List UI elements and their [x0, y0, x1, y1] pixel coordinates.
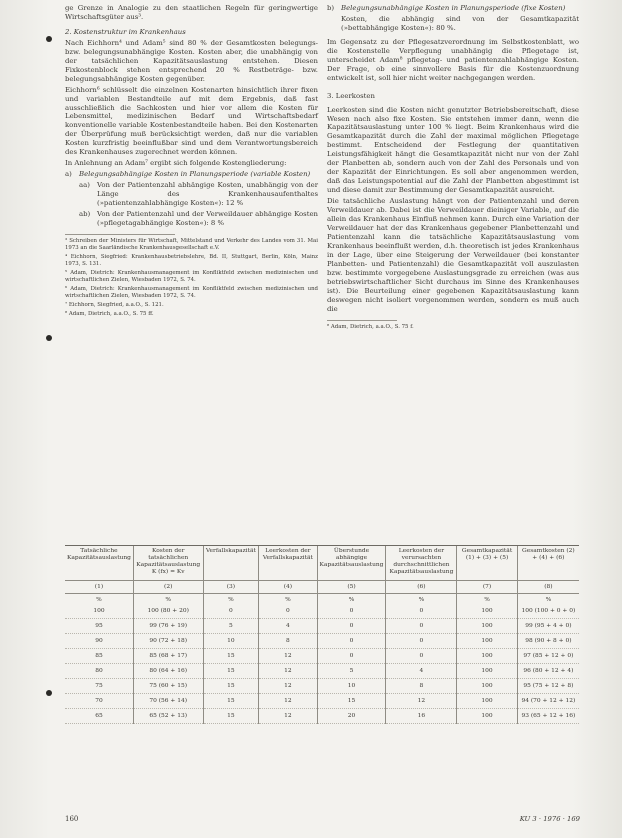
column-number: (8) [517, 581, 579, 594]
list-label: a) [65, 170, 72, 179]
column-number: (1) [65, 581, 133, 594]
paragraph: Leerkosten sind die Kosten nicht genutzter Betriebsbereitschaft, diese Wesen nach also fixe Kosten. Sie entstehen immer dann, wenn die Kapazitätsauslastung unter 100 % liegt. Beim Krankenhaus wird die Gesamtkapazität durch die Zahl der maximal möglichen Pflegetage bestimmt. Entscheidend der Festlegung der quantitativen Leistungsfähigkeit hängt die Gesamtkapazität nicht nur von der Zahl der Planbetten ab, sondern auch von der Zahl des Personals und von der Kapazität der Einrichtungen. Es soll aber angenommen werden, daß das Leistungspotential auf die Zahl der Planbetten abgestimmt ist und diese damit zur Bestimmung der Gesamtkapazität ausreicht. [327, 105, 579, 195]
list-item-b [327, 4, 579, 13]
unit-cell: % [203, 594, 259, 605]
table-cell: 100 (80 + 20) [133, 604, 203, 619]
table-cell: 95 [65, 619, 133, 634]
table-header-cell: Gesamtkosten (2) + (4) + (6) [517, 546, 579, 581]
table-cell: 20 [317, 709, 386, 724]
footnote: ⁸ Adam, Dietrich, a.a.O., S. 75 ff. [65, 310, 154, 317]
table-cell: 100 [457, 709, 517, 724]
table-row [65, 649, 579, 664]
section-heading: 3. Leerkosten [327, 91, 375, 100]
column-number: (2) [133, 581, 203, 594]
table-cell: 98 (90 + 8 + 0) [517, 634, 579, 649]
table-cell: 16 [386, 709, 457, 724]
footnote: ⁷ Eichhorn, Siegfried, a.a.O., S. 121. [65, 301, 164, 308]
list-text: Von der Patientenzahl und der Verweildauer abhängige Kosten (»pflegetagabhängige Kosten«): 8 % [97, 210, 318, 227]
table-cell: 12 [259, 649, 317, 664]
table-cell: 12 [259, 679, 317, 694]
table-cell: 100 [457, 679, 517, 694]
footnote: ³ Schreiben der Ministers für Wirtschaft, Mittelstand und Verkehr des Landes vom 31. Mai 1973 an die Saarländische Krankenhausgesellschaft e.V. [65, 237, 318, 251]
table-cell: 65 (52 + 13) [133, 709, 203, 724]
unit-cell: % [386, 594, 457, 605]
table-cell: 100 [457, 604, 517, 619]
table-cell: 99 (76 + 19) [133, 619, 203, 634]
table-cell: 96 (80 + 12 + 4) [517, 664, 579, 679]
table-cell: 85 (68 + 17) [133, 649, 203, 664]
table-cell: 80 (64 + 16) [133, 664, 203, 679]
table-cell: 8 [259, 634, 317, 649]
table-cell: 15 [203, 694, 259, 709]
table-cell: 94 (70 + 12 + 12) [517, 694, 579, 709]
list-text: Belegungsabhängige Kosten in Planungsperiode (variable Kosten) [79, 170, 311, 179]
table-cell: 100 (100 + 0 + 0) [517, 604, 579, 619]
table-cell: 8 [386, 679, 457, 694]
column-number: (6) [386, 581, 457, 594]
column-number: (3) [203, 581, 259, 594]
list-text: Von der Patientenzahl abhängige Kosten, unabhängig von der Länge des Krankenhausaufenthaltes (»patientenzahlabhängige Kosten«): 12 % [97, 181, 318, 208]
table-cell: 80 [65, 664, 133, 679]
table-cell: 5 [203, 619, 259, 634]
table-cell: 15 [203, 649, 259, 664]
table-unit-row [65, 594, 579, 605]
unit-cell: % [96, 596, 102, 603]
footnotes [65, 238, 318, 318]
column-number: (4) [259, 581, 317, 594]
unit-cell: % [517, 594, 579, 605]
table-cell: 12 [386, 694, 457, 709]
table-header-cell: Gesamtkapazität (1) + (3) + (5) [457, 546, 517, 581]
table-cell: 0 [386, 634, 457, 649]
table-column-number-row [65, 581, 579, 594]
table-cell: 15 [203, 664, 259, 679]
table-cell: 95 (75 + 12 + 8) [517, 679, 579, 694]
table-cell: 97 (85 + 12 + 0) [517, 649, 579, 664]
punch-hole [46, 690, 52, 696]
data-table [65, 545, 579, 724]
section-heading: 2. Kostenstruktur im Krankenhaus [65, 27, 186, 36]
table-cell: 100 [65, 604, 133, 619]
table-header-cell: Leerkosten der Verfallskapazität [259, 546, 317, 581]
table-cell: 0 [317, 649, 386, 664]
table-cell: 100 [457, 649, 517, 664]
table-cell: 5 [317, 664, 386, 679]
table-cell: 65 [65, 709, 133, 724]
table-cell: 0 [203, 604, 259, 619]
table-row [65, 664, 579, 679]
table-header-cell: Kosten der tatsächlichen Kapazitätsauslastung K (fx) = Kv [133, 546, 203, 581]
table-cell: 70 (56 + 14) [133, 694, 203, 709]
paragraph: Im Gegensatz zu der Pflegesatzverordnung im Selbstkostenblatt, wo die Kostenstelle Verpflegung unabhängig die Pflegetage ist, unterscheidet Adam⁸ pflegetag- und patientenzahlabhängige Kosten. Der Frage, ob eine sinnvollere Basis für die Kostenzuordnung entwickelt ist, soll hier nicht weiter nachgegangen werden. [327, 37, 579, 82]
table-row [65, 619, 579, 634]
table-header-cell: Tatsächliche Kapazitätsauslastung [65, 546, 133, 581]
footnote: ⁴ Eichhorn, Siegfried: Krankenhausbetriebslehre, Bd. II, Stuttgart, Berlin, Köln, Mainz 1973, S. 131. [65, 253, 318, 267]
column-number: (5) [317, 581, 386, 594]
table-cell: 0 [317, 619, 386, 634]
table-cell: 0 [386, 604, 457, 619]
paragraph: Die tatsächliche Auslastung hängt von der Patientenzahl und deren Verweildauer ab. Dabei ist die Verweildauer dieiniger Variable, auf die allein das Krankenhaus Einfluß nehmen kann. Durch eine Variation der Verweildauer hat der das Krankenhaus gegebener Planbettenzahl und Patientenzahl kann die tatsächliche Kapazitätsauslastung vom Krankenhaus beeinflußt werden, d.h. theoretisch ist jedes Krankenhaus in der Lage, über eine Steigerung der Verweildauer (bei konstanter Planbetten- und Patientenzahl) die Gesamtkapazität voll auszulasten bzw. bestimmte vorgegebene Auslastungsgrade zu erreichen (was aus betriebswirtschaftlicher Sicht durchaus im Sinne des Krankenhauses ist). Die Beurteilung einer gegebenen Kapazitätsauslastung kann deswegen nicht isoliert vorgenommen werden, sondern es muß auch die [327, 197, 579, 313]
table-cell: 0 [317, 634, 386, 649]
table-row [65, 604, 579, 619]
intro-paragraph: ge Grenze in Analogie zu den staatlichen Regeln für geringwertige Wirtschaftsgüter aus³. [65, 4, 318, 21]
table-row [65, 709, 579, 724]
table-cell: 12 [259, 694, 317, 709]
paragraph: Eichhorn⁶ schlüsselt die einzelnen Kostenarten hinsichtlich ihrer fixen und variablen Bestandteile auf mit dem Ergebnis, daß fast ausschließlich die Sachkosten und hier vor allem die Kosten für Lebensmittel, medizinischen Bedarf und Wirtschaftsbedarf konventionelle variable Kostenbestandteile haben. Bei den Kostenarten der Überprüfung muß berücksichtigt werden, daß nur die variablen Kosten kurzfristig beeinflußbar sind und dem Verantwortungsbereich des Krankenhauses zugerechnet werden können. [65, 85, 318, 157]
table-cell: 12 [259, 664, 317, 679]
footnote: ⁵ Adam, Dietrich: Krankenhausmanagement im Konfliktfeld zwischen medizinischen und wirtschaftlichen Zielen, Wiesbaden 1972, S. 74. [65, 269, 318, 283]
list-label: ab) [79, 210, 91, 219]
table-cell: 100 [457, 619, 517, 634]
table-header-cell: Verfallskapazität [203, 546, 259, 581]
table-cell: 0 [259, 604, 317, 619]
table-cell: 90 (72 + 18) [133, 634, 203, 649]
table-cell: 0 [386, 619, 457, 634]
footnote: ⁶ Adam, Dietrich: Krankenhausmanagement im Konfliktfeld zwischen medizinischen und wirtschaftlichen Zielen, Wiesbaden 1972, S. 74. [65, 285, 318, 299]
table-row [65, 694, 579, 709]
left-column [65, 4, 318, 320]
table-cell: 15 [203, 679, 259, 694]
list-item-aa [79, 181, 318, 208]
punch-hole [46, 335, 52, 341]
footnote-rule [327, 320, 397, 321]
unit-cell: % [259, 594, 317, 605]
footnote: ⁸ Adam, Dietrich, a.a.O., S. 75 f. [327, 323, 414, 330]
table-body [65, 604, 579, 724]
column-number: (7) [457, 581, 517, 594]
table-cell: 10 [317, 679, 386, 694]
table-header-row [65, 546, 579, 581]
table-cell: 70 [65, 694, 133, 709]
unit-cell: % [457, 594, 517, 605]
list-label: b) [327, 4, 335, 12]
table-cell: 100 [457, 634, 517, 649]
table-cell: 85 [65, 649, 133, 664]
table-cell: 0 [386, 649, 457, 664]
table-cell: 10 [203, 634, 259, 649]
table-cell: 4 [259, 619, 317, 634]
page-number: 160 [65, 815, 79, 823]
unit-cell: % [133, 594, 203, 605]
table-row [65, 679, 579, 694]
table-cell: 75 (60 + 15) [133, 679, 203, 694]
paragraph: Nach Eichhorn⁴ und Adam⁵ sind 80 % der Gesamtkosten belegungs- bzw. belegungsunabhängige Kosten. Kosten aber, die unabhängig von der tatsächlichen Kapazitätsauslastung entstehen. Diesen Fixkostenblock stehen entsprechend 20 % Restbeträge- bzw. belegungsabhängige Kosten gegenüber. [65, 38, 318, 83]
table-header-cell: Überstunde abhängige Kapazitätsauslastung [317, 546, 386, 581]
list-item-ab [79, 210, 318, 228]
table-cell: 100 [457, 664, 517, 679]
table-cell: 4 [386, 664, 457, 679]
table-cell: 75 [65, 679, 133, 694]
punch-hole [46, 36, 52, 42]
table-cell: 0 [317, 604, 386, 619]
table-cell: 93 (65 + 12 + 16) [517, 709, 579, 724]
journal-reference: KU 3 · 1976 · 169 [519, 815, 580, 823]
table-row [65, 634, 579, 649]
list-text: Belegungsunabhängige Kosten in Planungsperiode (fixe Kosten) [341, 4, 566, 12]
list-label: aa) [79, 181, 90, 190]
table-header-cell: Leerkosten der verursachten durchschnittlichen Kapazitätsauslastung [386, 546, 457, 581]
unit-cell: % [317, 594, 386, 605]
table-cell: 15 [317, 694, 386, 709]
table-cell: 12 [259, 709, 317, 724]
table-cell: 15 [203, 709, 259, 724]
list-item-a [65, 170, 318, 179]
table-cell: 99 (95 + 4 + 0) [517, 619, 579, 634]
table-cell: 90 [65, 634, 133, 649]
table-cell: 100 [457, 694, 517, 709]
paragraph: In Anlehnung an Adam⁷ ergibt sich folgende Kostengliederung: [65, 159, 287, 168]
paragraph: Kosten, die abhängig sind von der Gesamtkapazität (»bettabhängige Kosten«): 80 %. [341, 14, 579, 32]
right-column [327, 4, 579, 333]
